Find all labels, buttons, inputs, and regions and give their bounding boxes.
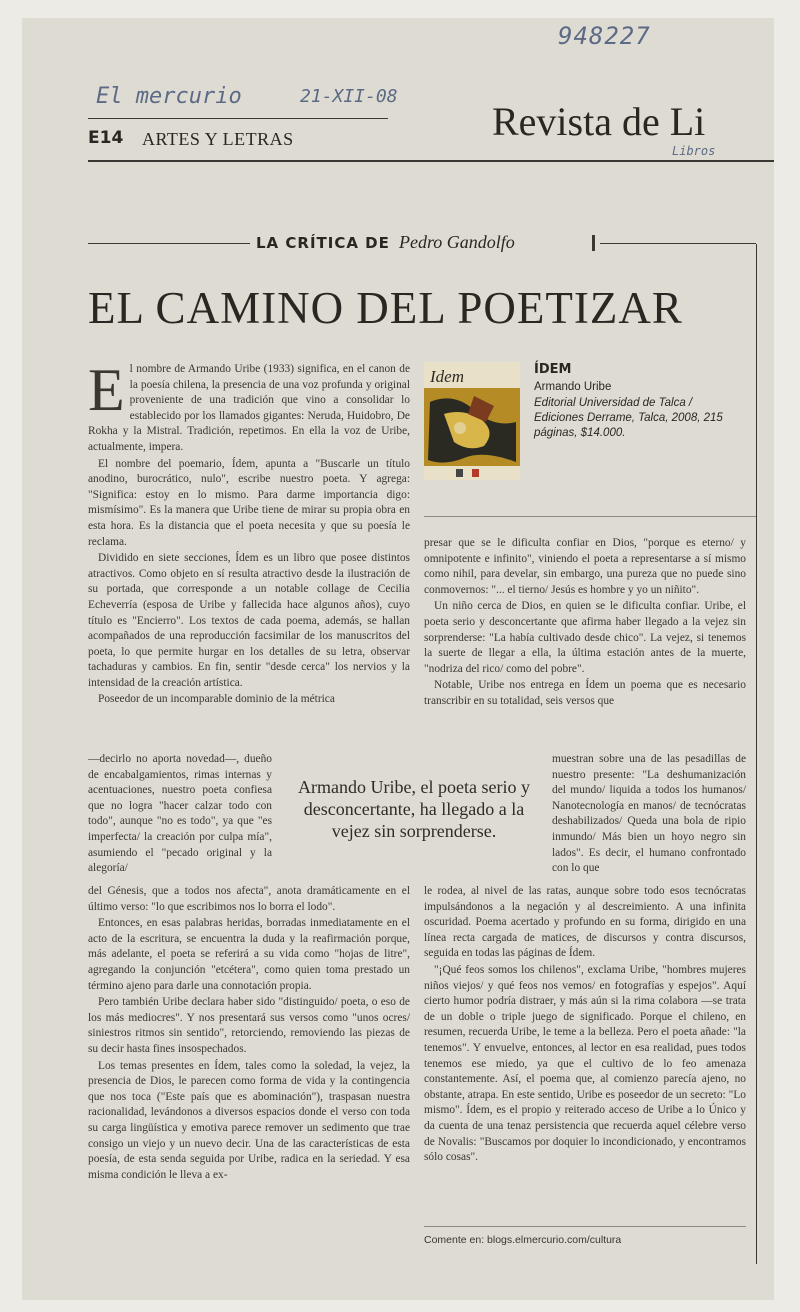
header-top-rule (88, 118, 388, 119)
paragraph-5: del Génesis, que a todos nos afecta", anota dramáticamente en el último verso: "lo que escribimos nos lo borra el lodo". (88, 885, 410, 913)
collage-illustration (424, 362, 520, 480)
critic-end-mark (592, 235, 595, 251)
article-column-right-narrow (552, 752, 746, 878)
critic-left-rule (88, 243, 250, 244)
archive-number: 948227 (558, 22, 651, 50)
headline: EL CAMINO DEL POETIZAR (88, 283, 683, 333)
svg-text:Idem: Idem (430, 367, 464, 386)
paragraph-6: Entonces, en esas palabras heridas, borradas inmediatamente en el acto de la escritura, se encuentra la duda y la reafirmación porque, más adelante, el poeta se referirá a su vida como "hojas de litre", agregando la conjunción "etcétera", como quien toma prestado un término ajeno para darle una connotación propia. (88, 917, 410, 992)
handwritten-date: 21-XII-08 (300, 86, 398, 107)
paragraph-1: l nombre de Armando Uribe (1933) significa, en el canon de la poesía chilena, la presencia de una voz profunda y original proveniente de una tradición que vino a consolidar lo establecido por los llamados gigantes: Neruda, Huidobro, De Rokha y la Mistral. Tradición, repetimos. En ella la voz de Uribe, actualmente, impera. (88, 363, 410, 453)
paragraph-12: le rodea, al nivel de las ratas, aunque sobre todo esos tecnócratas impulsándonos a la negación y al descreimiento. A una infinita oscuridad. Poema acertado y profundo en su forma, dirigido en una línea recta cargada de matices, de discursos y contra discursos, seguida en todas las páginas de Ídem. (424, 885, 746, 960)
article-column-left-bottom (88, 884, 410, 1184)
handwritten-source: El mercurio (96, 84, 242, 109)
critic-label (256, 232, 515, 253)
book-publisher: Editorial Universidad de Talca / Ediciones Derrame, Talca, 2008, 215 páginas, $14.000. (534, 397, 723, 439)
paragraph-13: "¡Qué feos somos los chilenos", exclama Uribe, "hombres mujeres niños viejos/ y qué feos nos vemos/ en fotografías y espejos". Aquí cierto humor podría distraer, y más aún si la rima colabora —se trata de un doble o triple juego de significado. Porque el chileno, en resumen, recuerda Uribe, le teme a la belleza. Pero el poeta añade: "la tenemos". Y envuelve, entonces, al lector en esa realidad, pues todos tenemos ese miedo, ya que el cultivo de lo feo amenaza constantemente. Así, el poema que, al comienzo parecía ajeno, no obstante, atrapa. En este sentido, Uribe es poseedor de un secreto: "Lo mismo". Ídem, es el propio y reiterado acceso de Uribe a lo Único y da cuenta de una tenaz persistencia que recuerda aquel célebre verso de Novalis: "Buscamos por doquier lo incondicionado, y encontramos sólo cosas". (424, 963, 746, 1164)
paragraph-7: Pero también Uribe declara haber sido "distinguido/ poeta, o eso de los más mediocres". Y nos presentará sus versos como "unos ocres/ siniestros ritmos sin sentido", retorciendo, removiendo las piezas de su decir hasta fines insospechados. (88, 996, 410, 1055)
page-number: E14 (88, 128, 124, 148)
section-name: ARTES Y LETRAS (142, 129, 294, 149)
article-column-right (424, 536, 746, 711)
critic-author: Pedro Gandolfo (398, 232, 515, 252)
drop-cap: E (88, 357, 125, 423)
book-box-rule (424, 516, 756, 517)
book-cover (424, 362, 520, 480)
paragraph-8: Los temas presentes en Ídem, tales como la soledad, la vejez, la presencia de Dios, le parecen como forma de vida y la contingencia que nos toca ("Este país que es abominación"), traspasan nuestra racionalidad, levándonos a diversos espacios donde el verso con toda su carga lingüística y emotiva parece remover un sedimento que trae consigo un viejo y un nuevo decir. Una de las características de esta poesía, de esta senda seguida por Uribe, radica en la seriedad. Y esa misma condición le lleva a ex- (88, 1059, 410, 1181)
critic-prefix: LA CRÍTICA DE (256, 234, 390, 252)
paragraph-4-cont: —decirlo no aporta novedad—, dueño de encabalgamientos, rimas internas y acentuaciones, nuestro poeta confiesa que no logra "hacer calzar todo con todo", aunque "no es todo", ya que "es imperfecta/ la creación por culpa mía", asumiendo el "pecado original y la alegoría/ (88, 753, 272, 875)
article-column-left (88, 357, 410, 709)
paragraph-4: Poseedor de un incomparable dominio de la métrica (98, 693, 335, 706)
paragraph-3: Dividido en siete secciones, Ídem es un libro que posee distintos atractivos. Como objeto en sí resulta atractivo desde la ilustración de su portada, que corresponde a un notable collage de Cecilia Echeverría (esposa de Uribe y fallecida hace algunos años), cuyo título es "Encierro". Los textos de cada poema, además, se hallan acompañados de una reproducción facsimilar de los manuscritos del poeta, lo que permite hurgar en los detalles de su letra, observar tachaduras y cambios. En fin, sentir "desde cerca" los nervios y la intensidad de la creación artística. (88, 552, 410, 689)
book-author: Armando Uribe (534, 381, 612, 393)
comment-link[interactable]: Comente en: blogs.elmercurio.com/cultura (424, 1234, 622, 1246)
article-column-right-bottom (424, 884, 746, 1167)
critic-right-rule (600, 243, 756, 244)
magazine-title: Revista de Li (492, 99, 706, 144)
footer-rule (424, 1226, 746, 1227)
paragraph-2: El nombre del poemario, Ídem, apunta a "Buscarle un título anodino, burocrático, nulo", escribe nuestro poeta. Y agrega: "Significa: estoy en lo mismo. Para darme importancia digo: mismísimo". Es la manera que Uribe tiene de mirar su propia obra en esta hora. Es la distancia que el poeta necesita y que su poesía le reclama. (88, 457, 410, 548)
handwritten-note: Libros (672, 144, 716, 158)
article-column-left-narrow (88, 752, 272, 878)
paragraph-11-cont: muestran sobre una de las pesadillas de nuestro presente: "La deshumanización del mundo/ liquida a todos los humanos/ Nanotecnología en manos/ de tecnócratas deshabilizados/ Queda una bola de ripio inmundo/ Más bien un hoyo negro sin lados". Es decir, el humano confrontado con lo que (552, 753, 746, 875)
header-bottom-rule (88, 160, 774, 162)
book-title: ÍDEM (534, 362, 572, 377)
right-column-rule (756, 244, 757, 1264)
paragraph-9: presar que se le dificulta confiar en Dios, "porque es eterno/ y omnipotente e infinito", viniendo el poeta a representarse a sí mismo como nihil, para develar, sin embargo, una pureza que no puede sino conmovernos: "... el tierno/ Jesús es hombre y yo un niñito". (424, 537, 746, 596)
pull-quote: Armando Uribe, el poeta serio y desconcertante, ha llegado a la vejez sin sorprenderse. (298, 777, 530, 841)
paragraph-10: Un niño cerca de Dios, en quien se le dificulta confiar. Uribe, el poeta serio y desconcertante que afirma haber llegado a la vejez sin sorprenderse: "La había cultivado desde chico". La vejez, si tenemos la suerte de llegar a ella, la última estación antes de la muerte, "nodriza del rico/ como del pobre". (424, 600, 746, 675)
paragraph-11: Notable, Uribe nos entrega en Ídem un poema que es necesario transcribir en su totalidad, seis versos que (424, 679, 746, 707)
